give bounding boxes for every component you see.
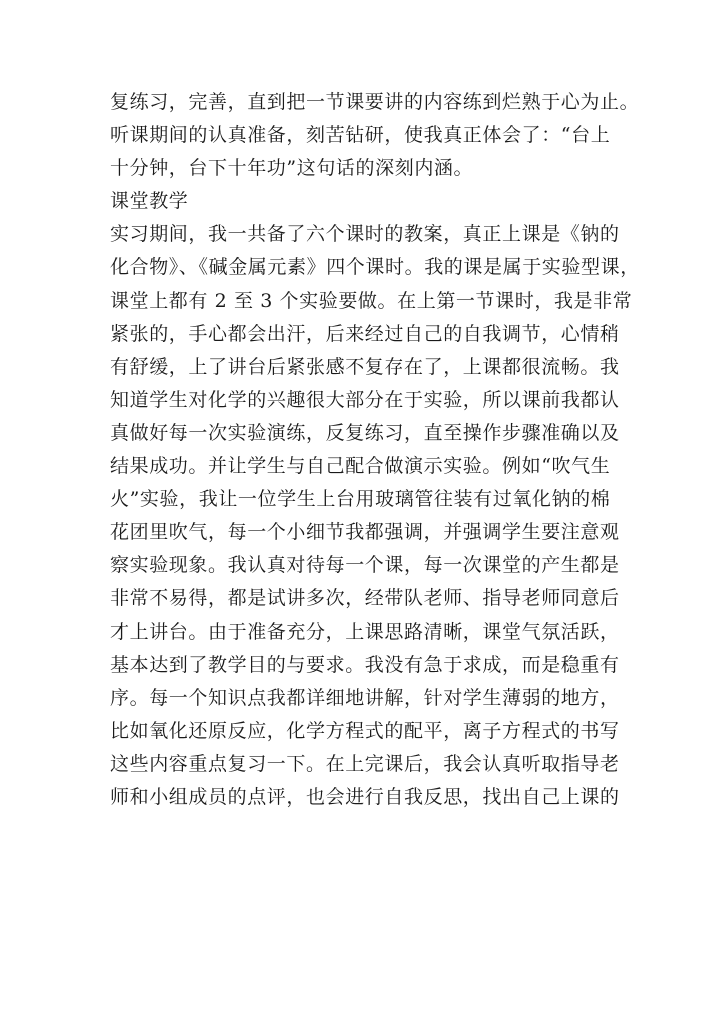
text-line: 有舒缓，上了讲台后紧张感不复存在了，上课都很流畅。我 xyxy=(110,355,620,378)
text-line: 非常不易得，都是试讲多次，经带队老师、指导老师同意后 xyxy=(110,587,620,610)
text-line: 听课期间的认真准备，刻苦钻研，使我真正体会了：“台上 xyxy=(110,124,611,147)
text-line: 真做好每一次实验演练，反复练习，直至操作步骤准确以及 xyxy=(110,421,620,444)
text-line: 比如氧化还原反应，化学方程式的配平，离子方程式的书写 xyxy=(110,719,620,742)
text-line: 这些内容重点复习一下。在上完课后，我会认真听取指导老 xyxy=(110,752,620,775)
text-line: 复练习，完善，直到把一节课要讲的内容练到烂熟于心为止。 xyxy=(110,91,640,113)
text-line: 化合物》、《碱金属元素》四个课时。我的课是属于实验型课， xyxy=(110,256,640,279)
text-line: 知道学生对化学的兴趣很大部分在于实验，所以课前我都认 xyxy=(110,388,620,411)
text-line: 师和小组成员的点评，也会进行自我反思，找出自己上课的 xyxy=(110,785,620,808)
text-line: 序。每一个知识点我都详细地讲解，针对学生薄弱的地方， xyxy=(110,686,620,709)
text-line: 察实验现象。我认真对待每一个课，每一次课堂的产生都是 xyxy=(110,554,620,577)
section-heading: 课堂教学 xyxy=(110,190,189,213)
text-line: 课堂上都有 2 至 3 个实验要做。在上第一节课时，我是非常 xyxy=(110,289,633,312)
body-text xyxy=(110,86,640,814)
text-line: 实习期间，我一共备了六个课时的教案，真正上课是《钠的 xyxy=(110,223,620,246)
text-line: 十分钟，台下十年功”这句话的深刻内涵。 xyxy=(110,157,474,180)
text-line: 结果成功。并让学生与自己配合做演示实验。例如“吹气生 xyxy=(110,455,611,478)
text-line: 火”实验，我让一位学生上台用玻璃管往装有过氧化钠的棉 xyxy=(110,488,611,511)
text-line: 花团里吹气，每一个小细节我都强调，并强调学生要注意观 xyxy=(110,521,620,544)
text-line: 紧张的，手心都会出汗，后来经过自己的自我调节，心情稍 xyxy=(110,322,620,345)
text-line: 才上讲台。由于准备充分，上课思路清晰，课堂气氛活跃， xyxy=(110,620,620,643)
text-line: 基本达到了教学目的与要求。我没有急于求成，而是稳重有 xyxy=(110,653,620,676)
